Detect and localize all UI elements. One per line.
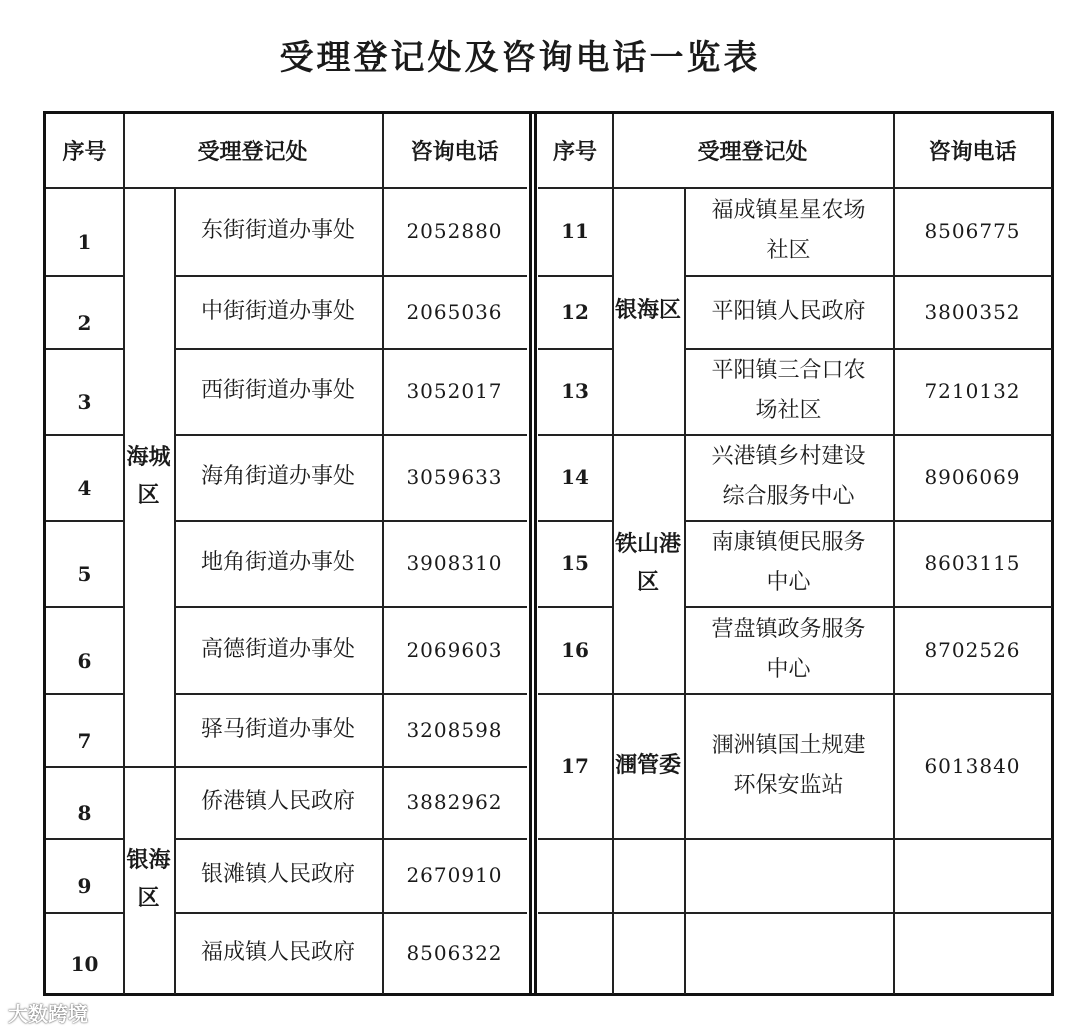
row-office: 海角街道办事处 xyxy=(200,464,355,489)
header-seq: 序号 xyxy=(552,140,597,165)
row-seq: 6 xyxy=(77,648,92,673)
grid-line xyxy=(612,912,684,914)
row-office: 高德街道办事处 xyxy=(200,636,355,662)
header-phone: 咨询电话 xyxy=(410,140,499,165)
center-divider xyxy=(534,113,537,995)
header-phone: 咨询电话 xyxy=(928,140,1017,165)
row-phone: 8702526 xyxy=(924,637,1021,662)
row-office: 平阳镇人民政府 xyxy=(711,298,866,324)
header-seq: 序号 xyxy=(62,140,107,165)
row-phone: 2065036 xyxy=(406,299,503,324)
row-seq: 4 xyxy=(77,476,92,500)
row-phone: 2069603 xyxy=(406,637,503,662)
header-office: 受理登记处 xyxy=(697,140,808,165)
row-phone: 6013840 xyxy=(924,753,1021,778)
row-office: 侨港镇人民政府 xyxy=(200,789,355,814)
row-seq: 2 xyxy=(77,310,92,335)
row-seq: 10 xyxy=(70,952,99,976)
row-phone: 3059633 xyxy=(406,465,503,489)
district-label: 涠管委 xyxy=(614,752,681,778)
district-label: 银海区 xyxy=(126,848,171,911)
row-phone: 3208598 xyxy=(406,717,503,742)
row-phone: 2052880 xyxy=(406,219,503,243)
district-label: 海城区 xyxy=(126,444,171,508)
center-divider xyxy=(529,113,532,995)
grid-line xyxy=(538,838,612,840)
row-seq: 12 xyxy=(561,299,589,324)
row-office: 平阳镇三合口农场社区 xyxy=(711,358,866,423)
row-office: 营盘镇政务服务中心 xyxy=(711,616,866,682)
row-seq: 1 xyxy=(77,230,92,254)
row-office: 福成镇星星农场社区 xyxy=(711,198,866,263)
row-phone: 3908310 xyxy=(406,551,503,575)
page-title: 受理登记处及咨询电话一览表 xyxy=(279,38,761,78)
row-office: 涠洲镇国土规建环保安监站 xyxy=(711,732,866,798)
row-phone: 8506775 xyxy=(924,219,1021,243)
row-office: 兴港镇乡村建设综合服务中心 xyxy=(711,444,866,509)
row-phone: 8603115 xyxy=(924,551,1021,575)
row-office: 中街街道办事处 xyxy=(200,298,355,324)
row-seq: 5 xyxy=(77,562,92,586)
row-seq: 3 xyxy=(77,390,92,414)
row-phone: 3800352 xyxy=(924,299,1021,324)
row-phone: 8906069 xyxy=(924,465,1021,489)
row-office: 南康镇便民服务中心 xyxy=(711,530,866,595)
row-seq: 11 xyxy=(561,219,589,243)
row-office: 银滩镇人民政府 xyxy=(200,862,355,887)
grid-line xyxy=(612,838,684,840)
grid-line xyxy=(538,912,612,914)
row-seq: 16 xyxy=(561,637,589,662)
row-phone: 3052017 xyxy=(406,379,503,403)
row-seq: 7 xyxy=(77,728,92,753)
row-office: 东街街道办事处 xyxy=(200,218,355,243)
row-office: 西街街道办事处 xyxy=(200,378,355,403)
watermark: 大数跨境 xyxy=(8,1002,88,1026)
grid-line xyxy=(684,187,686,994)
row-seq: 14 xyxy=(561,465,589,489)
row-office: 驿马街道办事处 xyxy=(200,716,355,742)
row-seq: 13 xyxy=(561,379,589,403)
row-seq: 8 xyxy=(77,801,92,825)
row-office: 地角街道办事处 xyxy=(200,550,355,575)
row-phone: 2670910 xyxy=(406,863,503,887)
row-phone: 7210132 xyxy=(924,379,1021,403)
row-office: 福成镇人民政府 xyxy=(200,940,355,965)
row-seq: 9 xyxy=(77,874,92,898)
district-label: 铁山港区 xyxy=(614,531,681,595)
district-label: 银海区 xyxy=(614,297,681,323)
row-seq: 17 xyxy=(561,753,589,778)
row-phone: 8506322 xyxy=(406,941,503,965)
grid-line xyxy=(684,838,1052,840)
row-phone: 3882962 xyxy=(406,790,503,814)
row-seq: 15 xyxy=(561,551,589,575)
header-office: 受理登记处 xyxy=(197,140,308,165)
grid-line xyxy=(684,912,1052,914)
